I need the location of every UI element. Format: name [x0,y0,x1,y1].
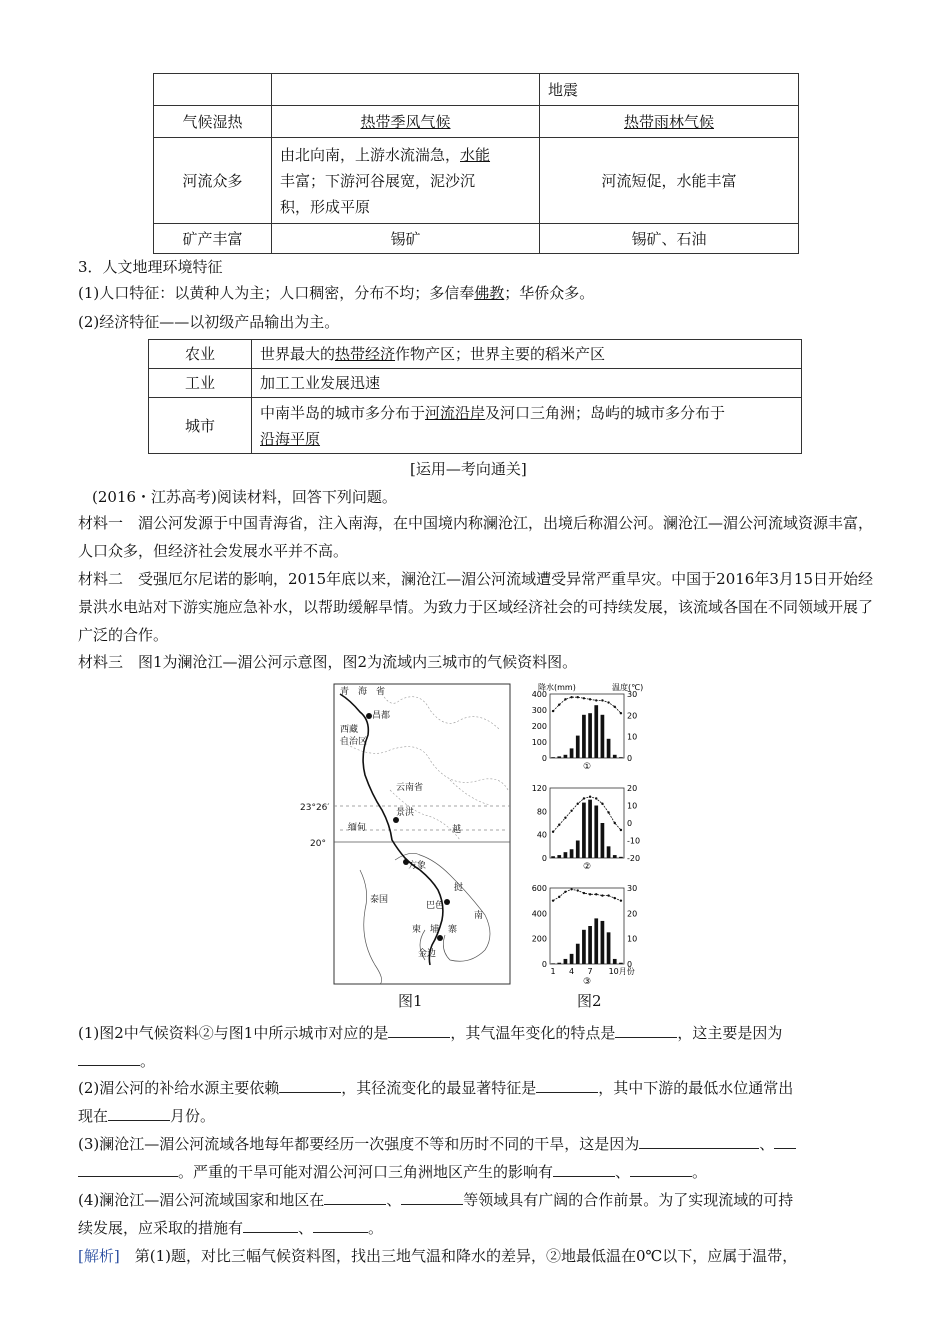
temp-point [570,696,572,698]
map-label: 金边 [418,949,437,959]
temp-tick-label: 0 [627,960,633,969]
temp-point [620,712,622,714]
precip-bar [557,855,561,858]
precip-bar [601,715,605,758]
temp-tick-label: -20 [627,854,641,863]
table1-cell: 河流短促，水能丰富 [540,138,799,224]
table1-cell: 地震 [540,74,799,106]
map-label: 泰国 [370,895,389,905]
precip-tick-label: 0 [541,754,547,763]
temp-point [589,893,591,895]
month-tick-label: 10月份 [608,967,635,976]
temp-point [595,797,597,799]
economy-text: (2)经济特征——以初级产品输出为主。 [78,313,340,331]
precip-bar [607,932,611,964]
temp-point [614,822,616,824]
temp-point [614,706,616,708]
fig1-caption: 图1 [398,992,423,1010]
city-dot [444,899,450,905]
precip-bar [619,857,623,858]
temp-tick-label: 0 [627,754,633,763]
temp-line [553,889,621,900]
temp-tick-label: 20 [627,784,638,793]
temp-point [564,698,566,700]
precip-bar [594,918,598,964]
month-tick-label: 7 [587,967,593,976]
precip-bar [551,856,555,858]
map-label: 南 [474,911,484,921]
temp-point [620,829,622,831]
population-text: (1)人口特征：以黄种人为主；人口稠密，分布不均；多信奉佛教；华侨众多。 [78,284,595,302]
temp-point [607,811,609,813]
precip-bar [570,748,574,758]
temp-point [595,893,597,895]
temp-line [553,797,621,832]
map-label: 西藏 [340,725,359,735]
precip-bar [601,921,605,964]
map-label: 景洪 [396,808,415,818]
map-frame [334,684,510,984]
map-label: 20° [310,839,326,849]
source-line: (2016・江苏高考)阅读材料，回答下列问题。 [92,488,397,506]
precip-bar [619,757,623,758]
chart-frame [550,888,624,964]
map-label: 方象 [408,861,427,871]
precip-bar [601,823,605,858]
fig2-caption: 图2 [577,992,602,1010]
temp-tick-label: 20 [627,711,638,721]
precip-bar [576,841,580,859]
material-1: 材料一 湄公河发源于中国青海省，注入南海，在中国境内称澜沧江，出境后称湄公河。澜沧江—湄公河流域资源丰富，人口众多，但经济社会发展水平并不高。 [78,514,874,560]
temp-tick-label: 30 [627,690,638,699]
precip-bar [594,806,598,859]
temp-point [577,803,579,805]
precip-tick-label: 300 [531,706,547,715]
chart-title: ② [582,862,592,872]
question-4: (4)澜沧江—湄公河流域国家和地区在 、 等领域具有广阔的合作前景。为了实现流域的可持 续发展，应采取的措施有 、 。 [78,1191,794,1237]
month-tick-label: 1 [550,967,556,976]
map-label: 自治区 [340,737,368,747]
precip-tick-label: 0 [541,854,547,863]
table1-cell [272,74,540,106]
precip-tick-label: 40 [536,830,547,840]
temp-point [558,896,560,898]
precip-tick-label: 120 [531,784,547,793]
precip-axis-label: 降水(mm) [538,683,576,692]
table2-row-label: 农业 [149,340,252,369]
temp-point [601,803,603,805]
precip-bar [570,849,574,858]
chart-title: ③ [582,977,592,987]
temp-point [577,889,579,891]
temp-point [564,891,566,893]
precip-bar [557,756,561,758]
temp-point [595,699,597,701]
map-label: 昌都 [372,711,391,721]
precip-bar [594,705,598,758]
table1-row-label: 矿产丰富 [154,224,272,254]
temp-tick-label: 10 [627,732,638,742]
precip-bar [576,736,580,758]
temp-point [552,899,554,901]
table1-row-label: 气候湿热 [154,106,272,138]
table1-cell: 由北向南，上游水流湍急，水能 丰富；下游河谷展宽，泥沙沉 积，形成平原 [272,138,540,224]
precip-bar [582,715,586,758]
precip-bar [607,846,611,858]
temp-point [583,697,585,699]
month-tick-label: 4 [569,967,575,976]
precip-bar [613,959,617,964]
temp-tick-label: 30 [627,884,638,893]
temp-tick-label: 10 [627,801,638,811]
material-2: 材料二 受强厄尔尼诺的影响，2015年底以来，澜沧江—湄公河流域遭受异常严重旱灾。中国于2016年3月15日开始经景洪水电站对下游实施应急补水，以帮助缓解旱情。为致力于区域经济社会的可持续发展，该流域各国在不同领域开展了广泛的合作。 [78,570,874,644]
map-label: 越 [452,825,462,835]
map-label: 巴色 [426,901,445,911]
map-label: 云南省 [396,783,424,793]
map-label: 23°26′ [300,803,330,813]
temp-point [552,831,554,833]
precip-bar [588,713,592,758]
temp-point [601,894,603,896]
precip-bar [570,954,574,964]
temp-point [564,817,566,819]
precip-bar [551,963,555,964]
temp-point [570,810,572,812]
precip-bar [564,852,568,858]
temp-point [583,892,585,894]
temp-point [607,701,609,703]
table1-cell: 热带雨林气候 [623,112,714,131]
precip-bar [564,959,568,964]
precip-bar [551,757,555,758]
precip-tick-label: 80 [536,807,547,817]
precip-bar [582,803,586,858]
temp-axis-label: 温度(℃) [612,683,644,692]
temp-point [570,888,572,890]
precip-tick-label: 400 [531,909,547,919]
table2-row-label: 工业 [149,369,252,398]
temp-line [553,697,621,713]
temp-tick-label: -10 [627,836,641,846]
apply-header: [运用—考向通关] [410,460,527,478]
city-dot [437,935,443,941]
precip-tick-label: 400 [531,690,547,699]
material-3: 材料三 图1为澜沧江—湄公河示意图，图2为流域内三城市的气候资料图。 [78,653,578,671]
section-title: 3．人文地理环境特征 [78,258,223,276]
temp-point [589,796,591,798]
temp-point [583,797,585,799]
map-label: 青 海 省 [340,687,386,697]
analysis-tag: [解析] [78,1247,120,1265]
question-3: (3)澜沧江—湄公河流域各地每年都要经历一次强度不等和历时不同的干旱，这是因为 、 。严重的干旱可能对湄公河河口三角洲地区产生的影响有 、 。 [78,1130,878,1186]
analysis [78,1242,878,1270]
precip-tick-label: 600 [531,884,547,893]
natural-features-table [153,73,799,254]
precip-bar [607,739,611,758]
chart-title: ① [582,762,592,772]
table1-cell: 锡矿、石油 [540,224,799,254]
precip-bar [582,930,586,964]
table2-cell: 加工工业发展迅速 [252,369,802,398]
precip-tick-label: 200 [531,722,547,731]
temp-point [589,698,591,700]
precip-bar [619,963,623,964]
temp-tick-label: 20 [627,909,638,919]
precip-bar [588,926,592,964]
chart-frame [550,788,624,858]
temp-tick-label: 10 [627,934,638,944]
precip-bar [613,855,617,858]
question-2: (2)湄公河的补给水源主要依赖 ，其径流变化的最显著特征是 ，其中下游的最低水位通常出 现在 月份。 [78,1079,794,1125]
temp-point [601,699,603,701]
precip-bar [613,755,617,758]
temp-point [552,710,554,712]
precip-tick-label: 100 [531,738,547,747]
map-label: 挝 [454,883,464,893]
table1-cell: 锡矿 [272,224,540,254]
table2-row-label: 城市 [149,398,252,454]
precip-bar [588,800,592,858]
question-1: (1)图2中气候资料②与图1中所示城市对应的是 ，其气温年变化的特点是 ，这主要是因为 。 [78,1024,783,1070]
temp-point [620,899,622,901]
table2-cell: 中南半岛的城市多分布于河流沿岸及河口三角洲；岛屿的城市多分布于 沿海平原 [252,398,802,454]
temp-point [607,894,609,896]
economy-table [148,339,802,454]
temp-point [558,703,560,705]
table1-row-label: 河流众多 [154,138,272,224]
table1-cell: 热带季风气候 [360,112,451,131]
temp-point [577,696,579,698]
river-map [300,680,520,988]
precip-tick-label: 0 [541,960,547,969]
map-label: 缅甸 [348,823,367,833]
climate-charts [528,680,668,987]
precip-bar [564,755,568,758]
chart-frame [550,694,624,758]
analysis-text: 第(1)题，对比三幅气候资料图，找出三地气温和降水的差异，②地最低温在0℃以下，应属于温带， [119,1247,798,1265]
precip-bar [576,944,580,964]
temp-point [558,824,560,826]
temp-tick-label: 0 [627,819,633,828]
precip-tick-label: 200 [531,934,547,944]
temp-point [614,897,616,899]
table2-cell: 世界最大的热带经济作物产区；世界主要的稻米产区 [252,340,802,369]
precip-bar [557,963,561,964]
map-label: 柬 埔 寨 [412,925,458,935]
table1-cell [154,74,272,106]
